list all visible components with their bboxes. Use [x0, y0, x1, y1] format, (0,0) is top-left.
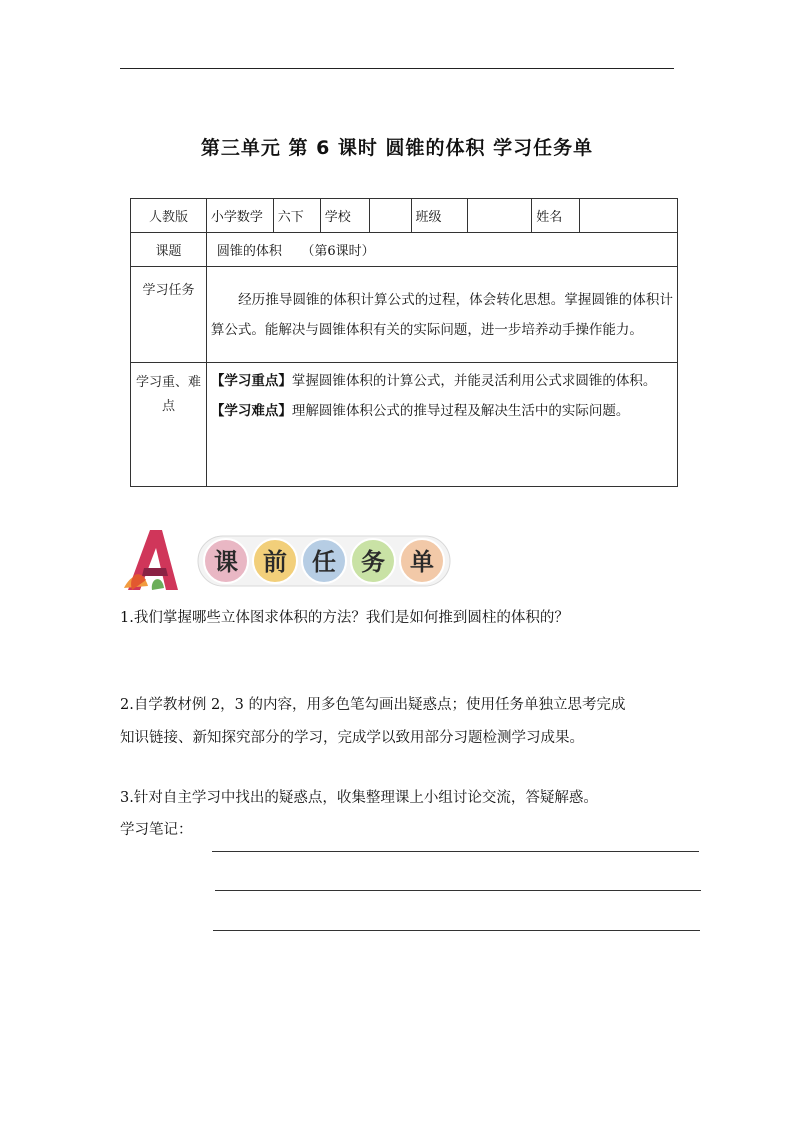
pre-class-banner: [122, 528, 452, 594]
key-points-cell: [206, 363, 677, 487]
note-line-2[interactable]: [215, 890, 701, 891]
task-text: 经历推导圆锥的体积计算公式的过程，体会转化思想。掌握圆锥的体积计算公式。能解决与圆锥体积有关的实际问题，进一步培养动手操作能力。: [206, 267, 677, 363]
question-1: 1.我们掌握哪些立体图求体积的方法？我们是如何推到圆柱的体积的？: [120, 610, 569, 626]
banner-char-5: 单: [410, 548, 434, 576]
page-title: 第三单元 第 6 课时 圆锥的体积 学习任务单: [200, 137, 594, 159]
topic-label: 课题: [131, 233, 207, 267]
key-point-text: 掌握圆锥体积的计算公式，并能灵活利用公式求圆锥的体积。: [291, 373, 657, 389]
cell-grade: 六下: [273, 199, 320, 233]
cell-subject: 小学数学: [206, 199, 273, 233]
banner-char-1: 课: [214, 548, 238, 576]
banner-char-2: 前: [263, 548, 287, 576]
note-line-3[interactable]: [213, 930, 700, 931]
info-table: [130, 198, 678, 487]
cell-name-label: 姓名: [532, 199, 580, 233]
difficulty-tag: 【学习难点】: [210, 403, 292, 419]
question-2-line-1: 2.自学教材例 2，3 的内容，用多色笔勾画出疑惑点；使用任务单独立思考完成: [120, 697, 626, 713]
task-label: 学习任务: [131, 267, 207, 363]
banner-char-4: 务: [361, 548, 385, 576]
key-label: 学习重、难点: [131, 363, 207, 487]
cell-school-value[interactable]: [369, 199, 411, 233]
letter-a-logo: [124, 530, 178, 593]
cell-class-value[interactable]: [468, 199, 532, 233]
question-2-line-2: 知识链接、新知探究部分的学习，完成学以致用部分习题检测学习成果。: [120, 730, 584, 746]
cell-class-label: 班级: [411, 199, 468, 233]
header-rule: [120, 68, 674, 69]
notes-label: 学习笔记：: [120, 822, 193, 838]
banner-char-3: 任: [312, 548, 336, 576]
topic-value: 圆锥的体积 （第6课时）: [206, 233, 677, 267]
cell-edition: 人教版: [131, 199, 207, 233]
banner-letter: A: [150, 592, 151, 593]
note-line-1[interactable]: [212, 851, 699, 852]
difficulty-text: 理解圆锥体积公式的推导过程及解决生活中的实际问题。: [291, 403, 630, 419]
cell-school-label: 学校: [320, 199, 369, 233]
question-3: 3.针对自主学习中找出的疑惑点，收集整理课上小组讨论交流，答疑解惑。: [120, 790, 598, 806]
key-point-tag: 【学习重点】: [210, 373, 292, 389]
cell-name-value[interactable]: [580, 199, 678, 233]
